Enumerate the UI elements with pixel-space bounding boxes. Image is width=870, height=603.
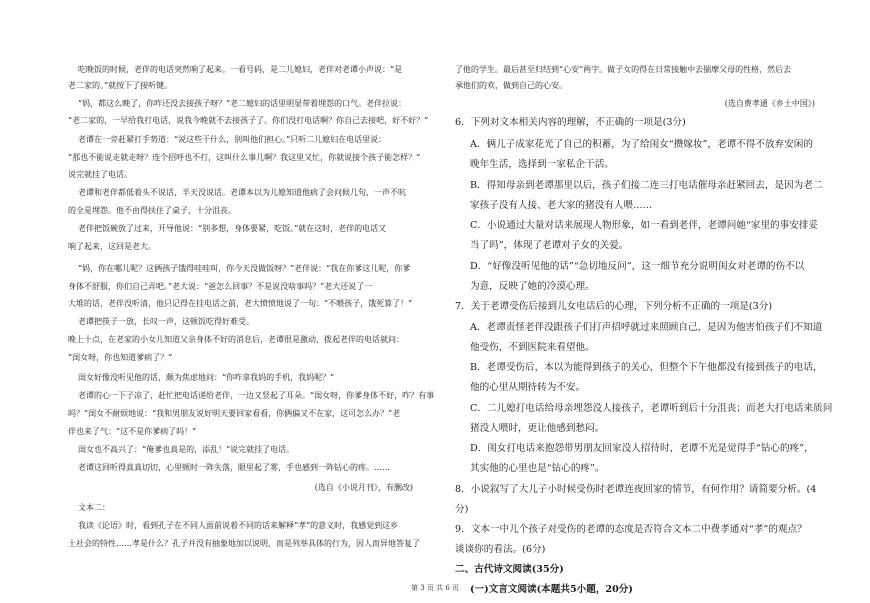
body-line: 闺女也不高兴了：“俺爹也真是的，添乱！”说完就挂了电话。 [78, 445, 295, 454]
body-line: 承他们的欢，做到自己的心安。 [455, 81, 567, 90]
body-line: “闺女呀，你也知道爹病了？” [68, 353, 173, 362]
option-line: 他受伤，不到医院来看望他。 [470, 342, 595, 353]
body-line: “妈，你在哪儿呢？这俩孩子饿得哇哇叫，你今天没做饭呀？”老伴说：“我在你爹这儿呢，你爹 [78, 264, 411, 273]
body-line: 伴也来了气：“这不是你爹病了吗！” [68, 427, 197, 436]
body-line: 我读《论语》时，看到孔子在不同人面前说着不同的话来解释“孝”的意义时，我感觉到这乡 [78, 521, 399, 530]
option-line: A．老谭责怪老伴没跟孩子们打声招呼就过来照顾自己，是因为他害怕孩子们不知道 [470, 322, 823, 333]
body-line: 老谭把筷子一放，长叹一声，这顿饭吃得好难受。 [78, 317, 254, 326]
body-line: 吃晚饭的时候，老伴的电话突然响了起来。一看号码，是二儿媳妇，老伴对老谭小声说：“是 [78, 65, 403, 74]
subsection-title: (一)文言文阅读(本题共5小题，20分) [470, 584, 633, 595]
option-line: C．小说通过大量对话来展现人物形象，如一看到老伴，老谭问她“家里的事安排妥 [470, 220, 819, 231]
option-line: 家孩子没有人接、老大家的猪没有人喂…… [470, 200, 653, 211]
body-line: 老谭在一旁赶紧打手势道：“说这些干什么，别叫他们担心。”只听二儿媳妇在电话里说： [78, 135, 387, 144]
body-line: 身体不舒服，你们自己弄吧。”老大说：“爸怎么回事？不是说没啥事吗？”老大还说了一 [68, 282, 373, 291]
question-8-cont: 分) [455, 504, 469, 515]
body-line: 闺女好像没听见他的话，颇为焦虑地问：“你咋拿我妈的手机，我妈呢？” [78, 373, 335, 382]
question-8: 8．小说叙写了大儿子小时候受伤时老谭连夜回家的情节，有何作用？请简要分析。(4 [455, 484, 817, 495]
body-line: 的全是埋怨。他不由得扶住了桌子，十分沮丧。 [68, 206, 236, 215]
question-9: 9．文本一中儿个孩子对受伤的老谭的态度是否符合文本二中费孝通对“孝”的观点？ [455, 524, 807, 535]
question-6: 6．下列对文本相关内容的理解，不正确的一项是(3分) [455, 117, 686, 128]
option-line: C．二儿媳打电话给母亲埋怨没人接孩子，老谭听到后十分沮丧；而老大打电话来质问 [470, 403, 833, 414]
body-line: 大堆的话，老伴没听清，他只记得在挂电话之前，老大愤愤地说了一句：“不喂孩子，饿死算了！” [68, 299, 413, 308]
body-line: 老谭的心一下子凉了，赶忙把电话递给老伴，一边又竖起了耳朵。“闺女呀，你爹身体不好，咋？有事 [78, 391, 435, 400]
option-line: D．闺女打电话来抱怨带男朋友回家没人招待时，老谭不光是觉得手“钻心的疼”， [470, 443, 814, 454]
body-line: 老二家的。”就按下了接听键。 [68, 81, 173, 90]
body-line: 老谭这回听得真真切切，心里顿时一阵失落，眼里起了雾，手也感到一阵钻心的疼。…… [78, 463, 390, 472]
question-9-cont: 谈谈你的看法。(6分) [455, 544, 546, 555]
source-citation: (选自《小说月刊》，有删改) [314, 483, 413, 492]
section-title: 二、古代诗文阅读(35分) [455, 564, 564, 575]
body-line: 老谭和老伴都低着头不说话，半天没说话。老谭本以为儿媳知道他病了会问候几句，一声不吭 [78, 188, 406, 197]
question-7: 7．关于老谭受伤后接到儿女电话后的心理，下列分析不正确的一项是(3分) [455, 301, 773, 312]
option-line: 他的心里从期待转为不安。 [470, 382, 586, 393]
body-line: 了他的学生。最后甚至归结到“心安”两字。做子女的得在日常接触中去揣摩父母的性格，然后去 [455, 65, 792, 74]
option-line: A．俩儿子成家花光了自己的积蓄，为了给闺女“攒嫁妆”，老谭不得不放弃安闲的 [470, 139, 813, 150]
body-line: “那也不能说走就走呀？连个招呼也不打，这叫什么事儿啊？我这里又忙，你就说接个孩子能怎样？” [68, 153, 421, 162]
body-line: 土社会的特性……孝是什么？孔子并没有抽象地加以说明，而是列举具体的行为，因人而异地答复了 [68, 539, 420, 548]
body-line: “妈，都这么晚了，你咋还没去接孩子呀？”老二媳妇的话里明显带着埋怨的口气。老伴拉说： [78, 99, 407, 108]
body-line: 晚上十点，在老家的小女儿知道父亲身体不好的消息后，老谭很是激动，拨起老伴的电话就问： [68, 335, 404, 344]
option-line: D．“好像没听见他的话”“急切地反问”，这一细节充分说明闺女对老谭的伤不以 [470, 261, 805, 272]
page-footer: 第 3 页 共 6 页 [410, 584, 460, 592]
body-line: “老二家的，一早给我打电话，说我今晚就不去接孩子了。你们没打电话啊？你自己去接吧，好不好？” [68, 116, 429, 125]
body-line: 响了起来，这回是老大。 [68, 242, 156, 251]
option-line: 为意，反映了她的冷漠心理。 [470, 281, 595, 292]
text-two-heading: 文本二： [78, 503, 110, 512]
option-line: B．老谭受伤后，本以为能得到孩子的关心，但整个下午他都没有接到孩子的电话， [470, 362, 823, 373]
option-line: 当了吗”，体现了老谭对子女的关爱。 [470, 240, 629, 251]
option-line: 晚年生活，选择到一家私企干活。 [470, 159, 614, 170]
source-citation: (选自费孝通《乡土中国》) [724, 99, 815, 108]
body-line: 吗？”闺女不耐烦地说：“我和男朋友说好明天要回家看看，你俩偏又不在家，这可怎么办？”老 [68, 409, 401, 418]
body-line: 老伴把饭碗放了过来，开导他说：“别多想，身体要紧，吃饭。”就在这时，老伴的电话又 [78, 224, 387, 233]
option-line: B．得知母亲到老谭那里以后，孩子们接二连三打电话催母亲赶紧回去，是因为老二 [470, 180, 823, 191]
option-line: 猪没人喂时，更让他感到愁闷。 [470, 423, 605, 434]
option-line: 其实他的心里也是“钻心的疼”。 [470, 463, 605, 474]
body-line: 说完就挂了电话。 [68, 170, 132, 179]
